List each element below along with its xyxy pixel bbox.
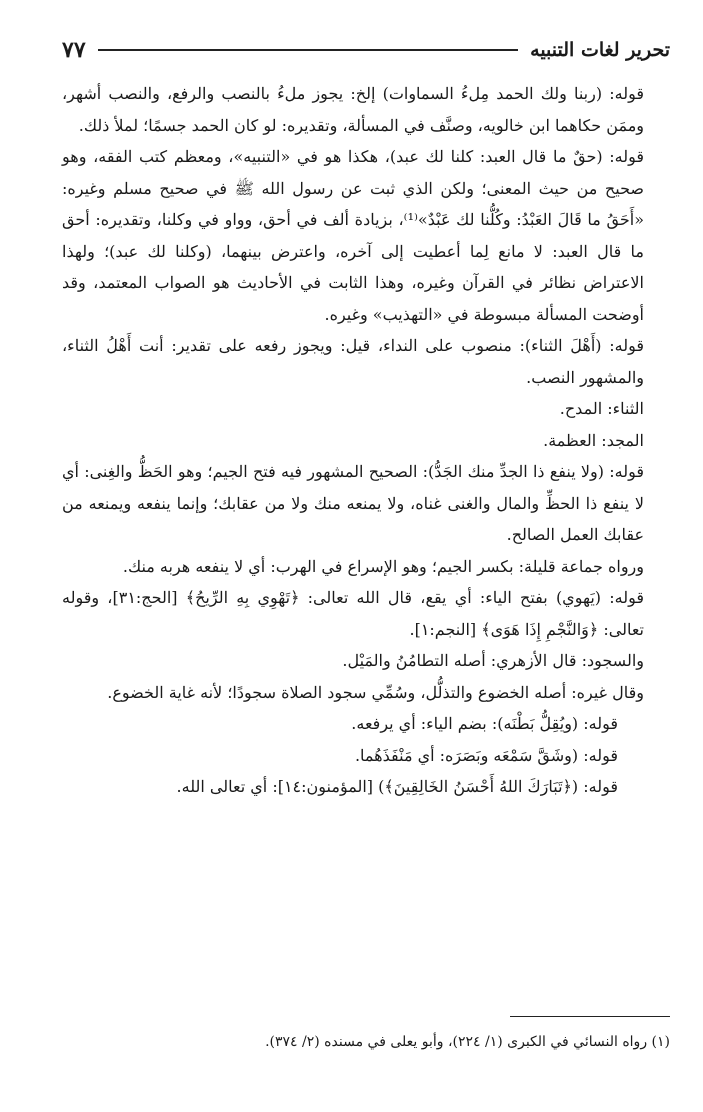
paragraph-4: الثناء: المدح.	[559, 399, 644, 418]
paragraph-1: قوله: (ربنا ولك الحمد مِلءُ السماوات) إلخ: يجوز ملءُ بالنصب والرفع، والنصب أشهر، وممَن حكاهما ابن خالويه، وصنَّف في المسألة، وتقديره: لو كان الحمد جسمًا؛ لملأ ذلك.	[62, 84, 644, 135]
paragraph-8: قوله: (يَهوي) بفتح الياء: أي يقع، قال الله تعالى: ﴿تَهْوِي بِهِ الرِّيحُ﴾ [الحج:٣١]، وقوله تعالى: ﴿وَالنَّجْمِ إِذَا هَوَى﴾ [النجم:١].	[62, 588, 645, 639]
header-rule	[98, 49, 519, 51]
paragraph-6: قوله: (ولا ينفع ذا الجدِّ منك الجَدُّ): الصحيح المشهور فيه فتح الجيم؛ وهو الحَظُّ والغِنى: أي لا ينفع ذا الحظِّ والمال والغنى غناه، ولا يمنعه منك ولا من عقابك؛ وإنما ينفعه ويمنعه من عقابك العمل الصالح.	[62, 462, 644, 544]
paragraph-2: قوله: (حقٌ ما قال العبد: كلنا لك عبد)، هكذا هو في «التنبيه»، ومعظم كتب الفقه، وهو صحيح من حيث المعنى؛ ولكن الذي ثبت عن رسول الله ﷺ في صحيح مسلم وغيره: «أَحَقُ ما قَالَ العَبْدُ: وكُلُّنا لك عَبْدٌ»⁽¹⁾، بزيادة ألف في أحق، وواو في وكلنا، وتقديره: أحق ما قال العبد: لا مانع لِما أعطيت إلى آخره، واعترض بينهما، (وكلنا لك عبد)؛ ولهذا الاعتراض نظائر في القرآن وغيره، وهذا الثابت في الأحاديث هو الصواب المعتمد، وقد أوضحت المسألة مبسوطة في «التهذيب» وغيره.	[62, 147, 644, 324]
document-page	[62, 30, 670, 803]
footnote-1: (١) رواه النسائي في الكبرى (١/ ٢٢٤)، وأبو يعلى في مسنده (٢/ ٣٧٤).	[265, 1034, 670, 1050]
running-title: تحرير لغات التنبيه	[530, 39, 670, 61]
paragraph-7: ورواه جماعة قليلة: بكسر الجيم؛ وهو الإسراع في الهرب: أي لا ينفعه هربه منك.	[122, 556, 644, 576]
paragraph-3: قوله: (أَهْلَ الثناء): منصوب على النداء، قيل: ويجوز رفعه على تقدير: أنت أَهْلُ الثناء، والمشهور النصب.	[62, 336, 644, 387]
page-number: ٧٧	[62, 37, 86, 63]
paragraph-11: قوله: (ويُقِلُّ بَطْنَه): بضم الياء: أي يرفعه.	[351, 714, 618, 733]
paragraph-5: المجد: العظمة.	[543, 430, 644, 450]
paragraph-13: قوله: (﴿تَبَارَكَ اللهُ أَحْسَنُ الخَالِقِينَ﴾) [المؤمنون:١٤]: أي تعالى الله.	[176, 777, 618, 796]
body-text	[62, 78, 670, 803]
paragraph-9: والسجود: قال الأزهري: أصله التطامُنُ والمَيْل.	[342, 651, 644, 670]
footnote-rule	[510, 1016, 670, 1017]
paragraph-10: وقال غيره: أصله الخضوع والتذلُّل، وسُمِّي سجود الصلاة سجودًا؛ لأنه غاية الخضوع.	[107, 682, 644, 702]
page-header	[62, 30, 670, 70]
paragraph-12: قوله: (وشَقَّ سَمْعَه وبَصَرَه: أي مَنْفَذَهُما.	[354, 745, 618, 765]
footnote-area	[62, 1016, 670, 1053]
